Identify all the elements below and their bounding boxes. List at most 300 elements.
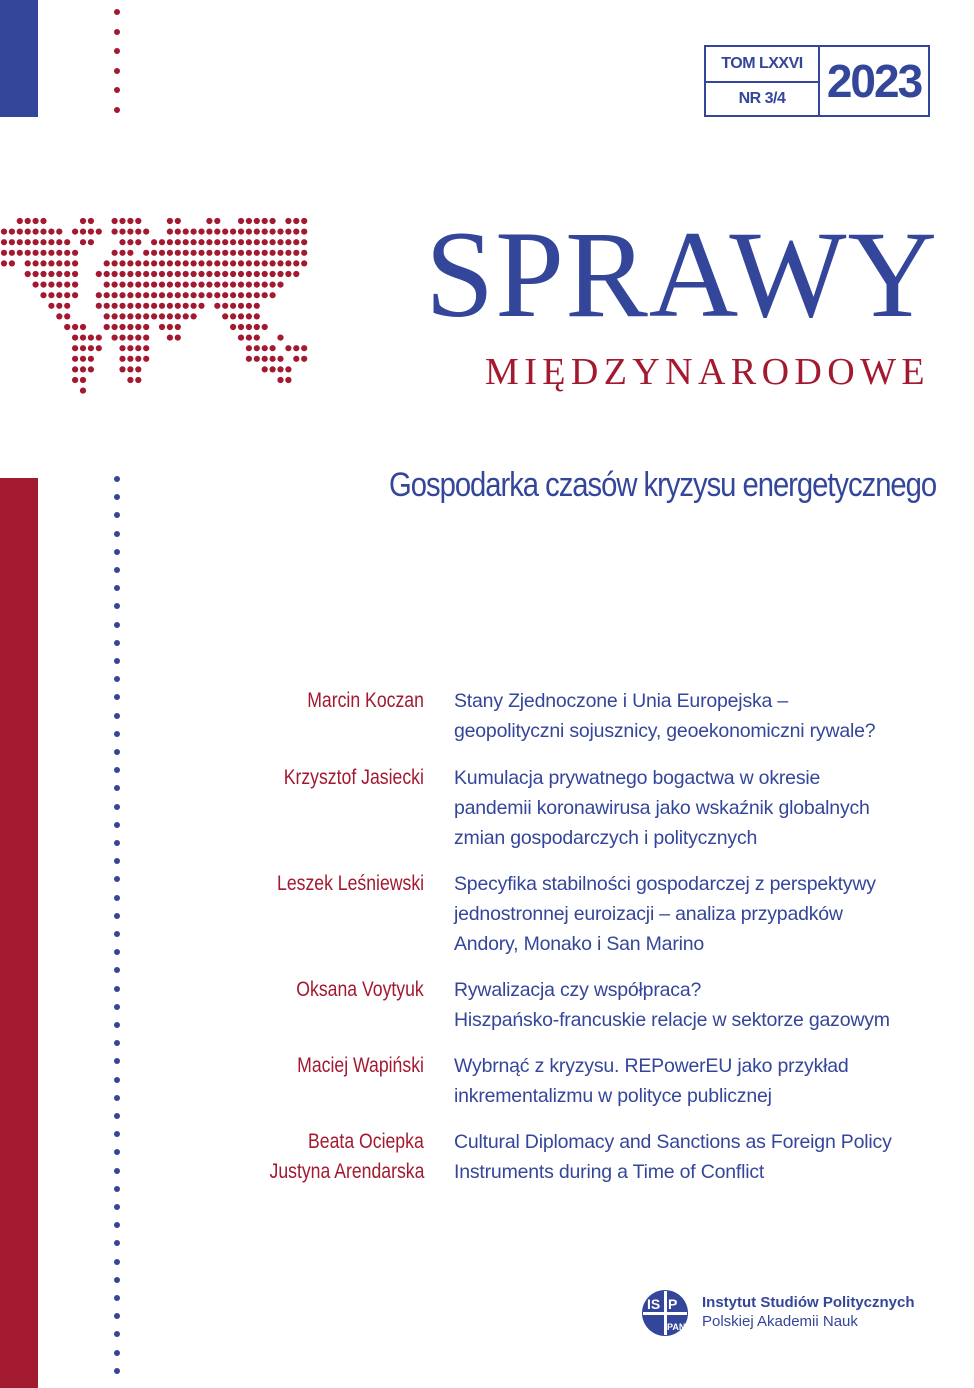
decor-dot (114, 1040, 120, 1046)
map-dot (301, 345, 307, 351)
map-dot (238, 260, 244, 266)
map-dot (88, 356, 94, 362)
map-dot (72, 250, 78, 256)
map-dot (64, 271, 70, 277)
decor-dot (114, 1277, 120, 1283)
map-dot (230, 250, 236, 256)
map-dot (230, 271, 236, 277)
map-dot (143, 324, 149, 330)
decor-dot (114, 1186, 120, 1192)
decor-dot (114, 585, 120, 591)
map-dot (48, 239, 54, 245)
map-dot (96, 303, 102, 309)
map-dot (159, 271, 165, 277)
map-dot (175, 250, 181, 256)
map-dot (262, 250, 268, 256)
map-dot (48, 271, 54, 277)
map-dot (167, 313, 173, 319)
map-dot (40, 218, 46, 224)
map-dot (56, 250, 62, 256)
map-dot (159, 239, 165, 245)
map-dot (254, 335, 260, 341)
map-dot (88, 335, 94, 341)
map-dot (214, 271, 220, 277)
map-dot (25, 271, 31, 277)
map-dot (285, 377, 291, 383)
map-dot (64, 303, 70, 309)
map-dot (293, 239, 299, 245)
map-dot (301, 239, 307, 245)
map-dot (246, 313, 252, 319)
map-dot (127, 250, 133, 256)
map-dot (127, 324, 133, 330)
map-dot (246, 282, 252, 288)
red-accent-bar (0, 478, 38, 1388)
map-dot (214, 239, 220, 245)
map-dot (72, 324, 78, 330)
publisher-name: Instytut Studiów Politycznych (702, 1294, 915, 1311)
map-dot (40, 292, 46, 298)
map-dot (72, 229, 78, 235)
map-dot (40, 260, 46, 266)
decor-dot (114, 1168, 120, 1174)
map-dot (191, 271, 197, 277)
decor-dot (114, 876, 120, 882)
map-dot (262, 239, 268, 245)
map-dot (151, 260, 157, 266)
map-dot (96, 345, 102, 351)
map-dot (72, 356, 78, 362)
decor-dot (114, 822, 120, 828)
map-dot (127, 303, 133, 309)
map-dot (80, 366, 86, 372)
map-dot (270, 218, 276, 224)
map-dot (254, 260, 260, 266)
map-dot (112, 229, 118, 235)
map-dot (127, 260, 133, 266)
map-dot (56, 239, 62, 245)
decor-dot (114, 1295, 120, 1301)
map-dot (167, 229, 173, 235)
number-label: NR 3/4 (738, 90, 786, 107)
map-dot (80, 229, 86, 235)
map-dot (112, 260, 118, 266)
map-dot (119, 260, 125, 266)
map-dot (285, 239, 291, 245)
map-dot (80, 377, 86, 383)
map-dot (285, 345, 291, 351)
map-dot (135, 303, 141, 309)
map-dot (33, 250, 39, 256)
decor-dot (114, 494, 120, 500)
map-dot (301, 260, 307, 266)
map-dot (175, 303, 181, 309)
map-dot (48, 282, 54, 288)
map-dot (293, 345, 299, 351)
map-dot (104, 271, 110, 277)
map-dot (127, 356, 133, 362)
map-dot (88, 218, 94, 224)
author-name: Oksana Voytyuk (296, 978, 424, 1001)
map-dot (88, 239, 94, 245)
toc-article-title: Specyfika stabilności gospodarczej z perspektywy jednostronnej euroizacji – analiza przypadków Andory, Monako i San Marino (454, 873, 876, 955)
map-dot (167, 335, 173, 341)
map-dot (222, 271, 228, 277)
map-dot (206, 239, 212, 245)
author-name: Maciej Wapiński (297, 1054, 424, 1077)
decor-dot (114, 804, 120, 810)
map-dot (56, 292, 62, 298)
map-dot (64, 313, 70, 319)
map-dot (262, 271, 268, 277)
map-dot (143, 260, 149, 266)
map-dot (1, 239, 7, 245)
map-dot (191, 313, 197, 319)
map-dot (40, 250, 46, 256)
map-dot (214, 229, 220, 235)
map-dot (222, 303, 228, 309)
decor-dot (114, 1058, 120, 1064)
map-dot (246, 239, 252, 245)
map-dot (270, 239, 276, 245)
map-dot (270, 292, 276, 298)
toc-author (184, 975, 424, 1005)
map-dot (293, 356, 299, 362)
map-dot (254, 282, 260, 288)
dotted-line-top (114, 9, 122, 119)
decor-dot (114, 87, 120, 93)
toc-entry (240, 686, 940, 746)
map-dot (25, 218, 31, 224)
decor-dot (114, 1077, 120, 1083)
table-of-contents (240, 686, 940, 1203)
map-dot (277, 356, 283, 362)
map-dot (40, 229, 46, 235)
map-dot (1, 250, 7, 256)
map-dot (238, 303, 244, 309)
decor-dot (114, 622, 120, 628)
map-dot (88, 229, 94, 235)
map-dot (112, 271, 118, 277)
map-dot (293, 260, 299, 266)
map-dot (40, 239, 46, 245)
map-dot (72, 377, 78, 383)
map-dot (191, 229, 197, 235)
map-dot (230, 303, 236, 309)
map-dot (9, 239, 15, 245)
map-dot (112, 313, 118, 319)
map-dot (277, 250, 283, 256)
map-dot (104, 313, 110, 319)
decor-dot (114, 895, 120, 901)
map-dot (64, 282, 70, 288)
map-dot (72, 345, 78, 351)
map-dot (230, 260, 236, 266)
map-dot (143, 250, 149, 256)
map-dot (175, 271, 181, 277)
map-dot (238, 218, 244, 224)
map-dot (230, 324, 236, 330)
map-dot (48, 229, 54, 235)
map-dot (254, 239, 260, 245)
map-dot (246, 335, 252, 341)
map-dot (151, 313, 157, 319)
map-dot (119, 356, 125, 362)
map-dot (17, 229, 23, 235)
map-dot (293, 250, 299, 256)
map-dot (56, 313, 62, 319)
decor-dot (114, 512, 120, 518)
decor-dot (114, 658, 120, 664)
map-dot (104, 303, 110, 309)
map-dot (175, 229, 181, 235)
map-dot (112, 282, 118, 288)
decor-dot (114, 1331, 120, 1337)
map-dot (135, 260, 141, 266)
map-dot (222, 250, 228, 256)
decor-dot (114, 1149, 120, 1155)
map-dot (151, 292, 157, 298)
map-dot (246, 324, 252, 330)
map-dot (183, 282, 189, 288)
map-dot (119, 335, 125, 341)
volume-label: TOM LXXVI (706, 47, 818, 83)
map-dot (254, 313, 260, 319)
map-dot (214, 292, 220, 298)
map-dot (25, 250, 31, 256)
map-dot (175, 282, 181, 288)
map-dot (151, 282, 157, 288)
map-dot (285, 260, 291, 266)
map-dot (143, 271, 149, 277)
decor-dot (114, 29, 120, 35)
map-dot (301, 250, 307, 256)
map-dot (167, 282, 173, 288)
map-dot (293, 218, 299, 224)
blue-accent-bar (0, 0, 38, 117)
map-dot (25, 239, 31, 245)
issue-info-box (704, 45, 930, 117)
map-dot (270, 250, 276, 256)
journal-subtitle: MIĘDZYNARODOWE (485, 351, 930, 393)
map-dot (135, 282, 141, 288)
map-dot (277, 282, 283, 288)
map-dot (262, 292, 268, 298)
decor-dot (114, 913, 120, 919)
map-dot (222, 239, 228, 245)
map-dot (135, 356, 141, 362)
map-dot (175, 313, 181, 319)
map-dot (175, 239, 181, 245)
decor-dot (114, 1259, 120, 1265)
map-dot (127, 335, 133, 341)
decor-dot (114, 713, 120, 719)
map-dot (246, 292, 252, 298)
map-dot (135, 292, 141, 298)
decor-dot (114, 840, 120, 846)
dotted-world-map-icon (0, 216, 316, 394)
issue-theme (300, 462, 937, 508)
map-dot (206, 250, 212, 256)
map-dot (1, 260, 7, 266)
map-dot (254, 303, 260, 309)
map-dot (222, 260, 228, 266)
decor-dot (114, 1350, 120, 1356)
map-dot (270, 345, 276, 351)
map-dot (88, 366, 94, 372)
map-dot (285, 366, 291, 372)
map-dot (135, 218, 141, 224)
map-dot (72, 335, 78, 341)
map-dot (143, 282, 149, 288)
decor-dot (114, 603, 120, 609)
map-dot (9, 250, 15, 256)
map-dot (198, 229, 204, 235)
map-dot (246, 260, 252, 266)
map-dot (167, 303, 173, 309)
map-dot (56, 229, 62, 235)
map-dot (159, 250, 165, 256)
map-dot (191, 260, 197, 266)
decor-dot (114, 68, 120, 74)
map-dot (246, 229, 252, 235)
map-dot (143, 229, 149, 235)
map-dot (127, 239, 133, 245)
map-dot (206, 260, 212, 266)
map-dot (175, 292, 181, 298)
map-dot (135, 324, 141, 330)
decor-dot (114, 1113, 120, 1119)
journal-title: SPRAWY (425, 206, 938, 343)
author-name: Justyna Arendarska (269, 1160, 424, 1183)
map-dot (262, 366, 268, 372)
map-dot (135, 271, 141, 277)
map-dot (135, 377, 141, 383)
map-dot (127, 282, 133, 288)
map-dot (127, 377, 133, 383)
map-dot (277, 271, 283, 277)
map-dot (214, 250, 220, 256)
map-dot (127, 218, 133, 224)
map-dot (80, 218, 86, 224)
toc-author (184, 869, 424, 899)
map-dot (72, 271, 78, 277)
toc-article-title: Stany Zjednoczone i Unia Europejska – geopolityczni sojusznicy, geoekonomiczni rywale? (454, 690, 876, 742)
map-dot (254, 218, 260, 224)
map-dot (214, 218, 220, 224)
map-dot (277, 335, 283, 341)
map-dot (301, 229, 307, 235)
map-dot (127, 292, 133, 298)
decor-dot (114, 931, 120, 937)
map-dot (167, 260, 173, 266)
svg-text:P: P (668, 1296, 678, 1312)
map-dot (175, 324, 181, 330)
map-dot (33, 229, 39, 235)
map-dot (64, 260, 70, 266)
map-dot (80, 335, 86, 341)
map-dot (222, 282, 228, 288)
decor-dot (114, 858, 120, 864)
map-dot (135, 313, 141, 319)
map-dot (56, 271, 62, 277)
map-dot (64, 250, 70, 256)
map-dot (277, 229, 283, 235)
map-dot (72, 292, 78, 298)
decor-dot (114, 1004, 120, 1010)
map-dot (183, 313, 189, 319)
map-dot (206, 271, 212, 277)
map-dot (104, 260, 110, 266)
map-dot (277, 377, 283, 383)
decor-dot (114, 767, 120, 773)
map-dot (112, 292, 118, 298)
map-dot (72, 260, 78, 266)
map-dot (183, 303, 189, 309)
map-dot (159, 324, 165, 330)
map-dot (56, 303, 62, 309)
map-dot (64, 292, 70, 298)
map-dot (80, 239, 86, 245)
map-dot (104, 292, 110, 298)
map-dot (143, 303, 149, 309)
map-dot (72, 282, 78, 288)
map-dot (293, 229, 299, 235)
map-dot (17, 218, 23, 224)
svg-text:IS: IS (647, 1296, 661, 1312)
map-dot (222, 292, 228, 298)
toc-article-title: Kumulacja prywatnego bogactwa w okresie pandemii koronawirusa jako wskaźnik globalnych zmian gospodarczych i politycznych (454, 767, 870, 849)
map-dot (293, 271, 299, 277)
decor-dot (114, 48, 120, 54)
svg-text:PAN: PAN (667, 1322, 686, 1332)
map-dot (254, 292, 260, 298)
map-dot (254, 324, 260, 330)
toc-author (184, 1127, 424, 1187)
decor-dot (114, 694, 120, 700)
map-dot (1, 229, 7, 235)
map-dot (151, 250, 157, 256)
map-dot (270, 229, 276, 235)
map-dot (119, 366, 125, 372)
map-dot (72, 366, 78, 372)
map-dot (206, 282, 212, 288)
map-dot (191, 250, 197, 256)
decor-dot (114, 785, 120, 791)
decor-dot (114, 1131, 120, 1137)
map-dot (191, 282, 197, 288)
map-dot (175, 335, 181, 341)
author-name: Beata Ociepka (308, 1130, 424, 1153)
map-dot (159, 282, 165, 288)
map-dot (96, 229, 102, 235)
map-dot (214, 282, 220, 288)
decor-dot (114, 986, 120, 992)
map-dot (262, 218, 268, 224)
map-dot (119, 271, 125, 277)
map-dot (112, 303, 118, 309)
map-dot (214, 260, 220, 266)
decor-dot (114, 1313, 120, 1319)
map-dot (167, 239, 173, 245)
map-dot (127, 313, 133, 319)
map-dot (246, 356, 252, 362)
author-name: Leszek Leśniewski (276, 872, 424, 895)
map-dot (151, 271, 157, 277)
map-dot (191, 303, 197, 309)
map-dot (135, 335, 141, 341)
map-dot (254, 271, 260, 277)
